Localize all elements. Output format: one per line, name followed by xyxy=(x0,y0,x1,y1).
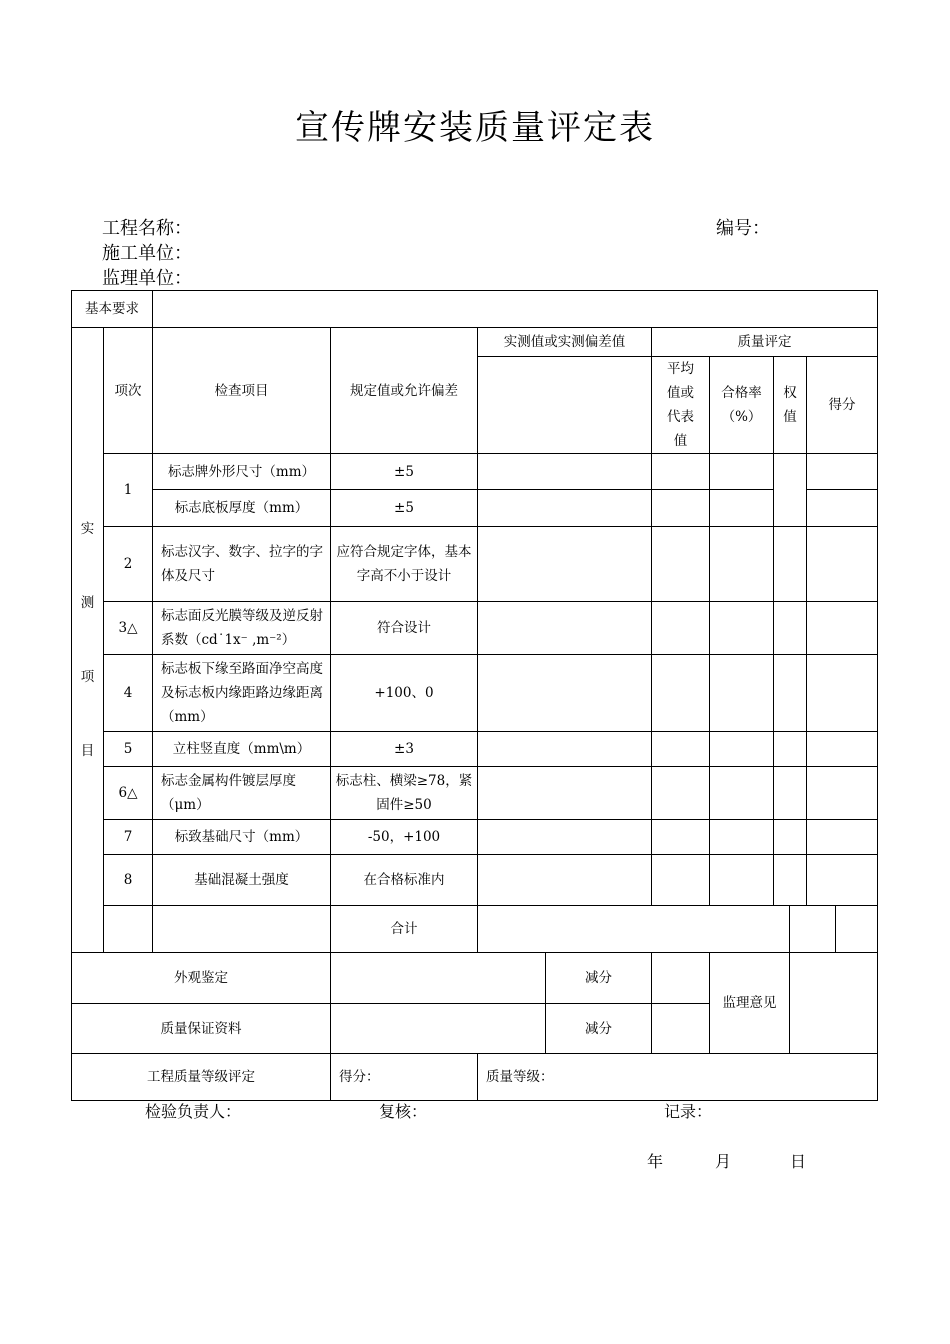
row-3-item: 标志面反光膜等级及逆反射系数（cd˙1x⁻ ,m⁻²） xyxy=(153,602,331,655)
row-8-spec: 在合格标准内 xyxy=(331,855,478,906)
total-blank-b xyxy=(153,906,331,953)
row-1b-measured xyxy=(478,490,652,527)
row-3-spec: 符合设计 xyxy=(331,602,478,655)
col-pass-rate: 合格率（%） xyxy=(710,357,774,454)
col-weight: 权值 xyxy=(774,357,807,454)
row-4-measured xyxy=(478,655,652,732)
row-5-item: 立柱竖直度（mm\m） xyxy=(153,732,331,767)
quality-docs-value xyxy=(331,1004,546,1054)
row-7-score xyxy=(807,820,878,855)
measured-values-header xyxy=(478,357,652,454)
row-1a-pass-rate xyxy=(710,454,774,490)
row-2-item: 标志汉字、数字、拉字的字体及尺寸 xyxy=(153,527,331,602)
row-6-pass-rate xyxy=(710,767,774,820)
appearance-value xyxy=(331,953,546,1004)
score-label: 得分： xyxy=(331,1054,478,1101)
col-check-item: 检查项目 xyxy=(153,328,331,454)
row-7-weight xyxy=(774,820,807,855)
row-1a-score xyxy=(807,454,878,490)
row-6-measured xyxy=(478,767,652,820)
row-6-score xyxy=(807,767,878,820)
day-label: 日 xyxy=(790,1152,807,1171)
row-4-no: 4 xyxy=(104,655,153,732)
row-1a-item: 标志牌外形尺寸（mm） xyxy=(153,454,331,490)
row-6-weight xyxy=(774,767,807,820)
row-1b-avg xyxy=(652,490,710,527)
row-8-no: 8 xyxy=(104,855,153,906)
row-2-pass-rate xyxy=(710,527,774,602)
number-label: 编号： xyxy=(716,218,770,239)
row-5-weight xyxy=(774,732,807,767)
basic-requirements-value xyxy=(153,291,878,328)
col-score: 得分 xyxy=(807,357,878,454)
col-avg: 平均值或代表值 xyxy=(652,357,710,454)
row-8-score xyxy=(807,855,878,906)
row-1a-spec: ±5 xyxy=(331,454,478,490)
row-7-spec: -50，+100 xyxy=(331,820,478,855)
col-spec: 规定值或允许偏差 xyxy=(331,328,478,454)
row-2-score xyxy=(807,527,878,602)
col-quality: 质量评定 xyxy=(652,328,878,357)
inspector-label: 检验负责人： xyxy=(145,1102,242,1121)
row-1b-spec: ±5 xyxy=(331,490,478,527)
recorder-label: 记录： xyxy=(664,1102,713,1121)
row-6-spec: 标志柱、横梁≥78，紧固件≥50 xyxy=(331,767,478,820)
row-5-score xyxy=(807,732,878,767)
row-2-weight xyxy=(774,527,807,602)
row-3-score xyxy=(807,602,878,655)
total-span xyxy=(478,906,790,953)
year-label: 年 xyxy=(647,1152,664,1171)
row-1b-score xyxy=(807,490,878,527)
row-4-item: 标志板下缘至路面净空高度及标志板内缘距路边缘距离（mm） xyxy=(153,655,331,732)
row-1b-item: 标志底板厚度（mm） xyxy=(153,490,331,527)
row-7-avg xyxy=(652,820,710,855)
row-5-measured xyxy=(478,732,652,767)
row-2-no: 2 xyxy=(104,527,153,602)
total-score xyxy=(836,906,878,953)
row-5-no: 5 xyxy=(104,732,153,767)
total-blank-a xyxy=(104,906,153,953)
row-2-spec: 应符合规定字体，基本字高不小于设计 xyxy=(331,527,478,602)
row-3-pass-rate xyxy=(710,602,774,655)
row-7-item: 标致基础尺寸（mm） xyxy=(153,820,331,855)
total-label: 合计 xyxy=(331,906,478,953)
month-label: 月 xyxy=(715,1152,732,1171)
row-1-weight xyxy=(774,454,807,527)
row-5-avg xyxy=(652,732,710,767)
row-7-no: 7 xyxy=(104,820,153,855)
row-6-no: 6△ xyxy=(104,767,153,820)
row-4-avg xyxy=(652,655,710,732)
row-7-measured xyxy=(478,820,652,855)
quality-docs-deduct-value xyxy=(652,1004,710,1054)
col-item-no: 项次 xyxy=(104,328,153,454)
row-6-item: 标志金属构件镀层厚度（μm） xyxy=(153,767,331,820)
appearance-deduct-value xyxy=(652,953,710,1004)
grade-eval-label: 工程质量等级评定 xyxy=(72,1054,331,1101)
row-6-avg xyxy=(652,767,710,820)
quality-docs-deduct-label: 减分 xyxy=(546,1004,652,1054)
page-title: 宣传牌安装质量评定表 xyxy=(295,108,655,148)
construction-unit-label: 施工单位： xyxy=(102,243,192,264)
row-3-weight xyxy=(774,602,807,655)
row-2-measured xyxy=(478,527,652,602)
row-8-avg xyxy=(652,855,710,906)
row-8-pass-rate xyxy=(710,855,774,906)
row-3-no: 3△ xyxy=(104,602,153,655)
row-1a-avg xyxy=(652,454,710,490)
row-4-spec: +100、0 xyxy=(331,655,478,732)
row-1b-pass-rate xyxy=(710,490,774,527)
appearance-deduct-label: 减分 xyxy=(546,953,652,1004)
supervisor-opinion-label: 监理意见 xyxy=(710,953,790,1054)
reviewer-label: 复核： xyxy=(379,1102,428,1121)
quality-docs-label: 质量保证资料 xyxy=(72,1004,331,1054)
supervisor-opinion-value xyxy=(790,953,878,1054)
total-weight xyxy=(790,906,836,953)
row-8-weight xyxy=(774,855,807,906)
row-5-spec: ±3 xyxy=(331,732,478,767)
measured-items-label: 实 测 项 目 xyxy=(72,328,104,953)
quality-assessment-table xyxy=(71,290,878,1101)
row-8-measured xyxy=(478,855,652,906)
basic-requirements-label: 基本要求 xyxy=(72,291,153,328)
row-1a-measured xyxy=(478,454,652,490)
row-7-pass-rate xyxy=(710,820,774,855)
row-3-avg xyxy=(652,602,710,655)
row-4-score xyxy=(807,655,878,732)
row-8-item: 基础混凝土强度 xyxy=(153,855,331,906)
col-measured: 实测值或实测偏差值 xyxy=(478,328,652,357)
supervision-unit-label: 监理单位： xyxy=(102,268,192,289)
row-4-weight xyxy=(774,655,807,732)
row-5-pass-rate xyxy=(710,732,774,767)
row-4-pass-rate xyxy=(710,655,774,732)
project-name-label: 工程名称： xyxy=(102,218,192,239)
row-1-no: 1 xyxy=(104,454,153,527)
row-3-measured xyxy=(478,602,652,655)
row-2-avg xyxy=(652,527,710,602)
appearance-label: 外观鉴定 xyxy=(72,953,331,1004)
grade-label: 质量等级： xyxy=(478,1054,878,1101)
